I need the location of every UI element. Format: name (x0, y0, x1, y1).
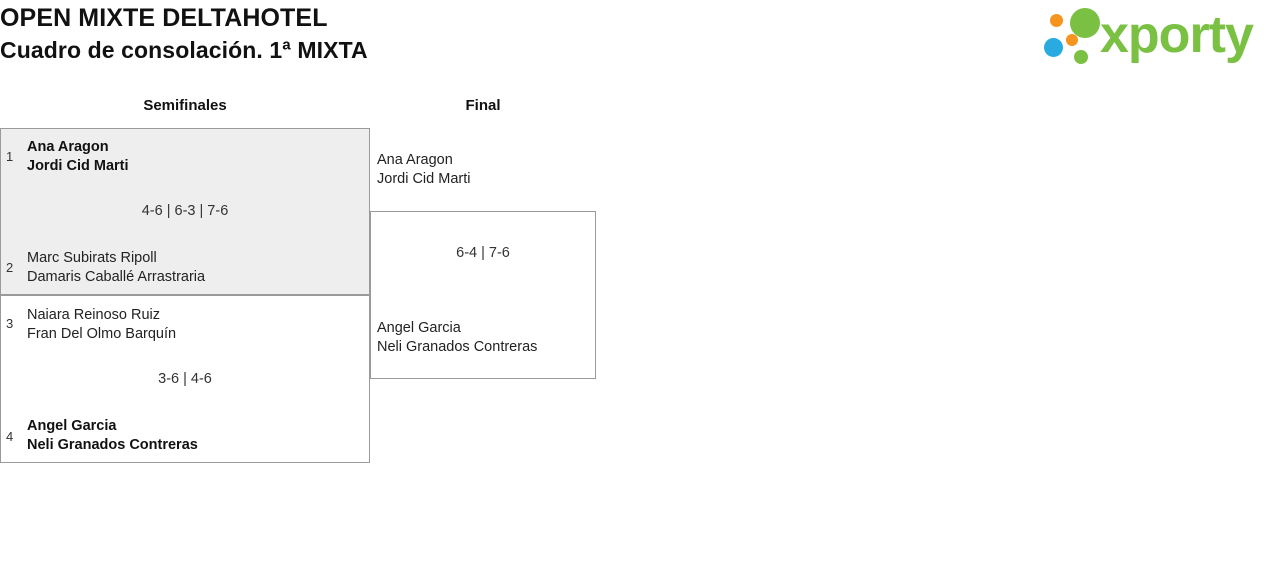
bracket-subtitle: Cuadro de consolación. 1ª MIXTA (0, 37, 368, 63)
player-name: Ana Aragon (377, 152, 453, 168)
round-header-semifinals: Semifinales (143, 97, 227, 114)
team-semifinal-2-bottom (27, 417, 198, 455)
player-name: Neli Granados Contreras (27, 437, 198, 453)
seed-number: 3 (6, 316, 14, 331)
player-name: Jordi Cid Marti (377, 171, 471, 187)
team-final-bottom (377, 319, 537, 357)
player-name: Marc Subirats Ripoll (27, 250, 157, 266)
page-header (0, 0, 1280, 80)
tournament-title: OPEN MIXTE DELTAHOTEL (0, 4, 328, 32)
logo-wordmark: xporty (1100, 6, 1253, 64)
logo-dot-blue (1044, 38, 1063, 57)
seed-number: 2 (6, 260, 14, 275)
seed-number: 1 (6, 149, 14, 164)
title-block (0, 2, 368, 66)
player-name: Ana Aragon (27, 139, 109, 155)
team-final-top (377, 151, 470, 189)
seed-number: 4 (6, 429, 14, 444)
score-semifinal-1: 4-6 | 6-3 | 7-6 (141, 203, 229, 219)
player-name: Angel Garcia (377, 320, 461, 336)
team-semifinal-1-top (27, 138, 129, 176)
logo-dot-green-small (1074, 50, 1088, 64)
player-name: Damaris Caballé Arrastraria (27, 269, 206, 285)
score-semifinal-2: 3-6 | 4-6 (158, 371, 212, 387)
player-name: Naiara Reinoso Ruiz (27, 307, 160, 323)
logo-dot-orange-middle (1066, 34, 1078, 46)
logo-dots-icon (1044, 8, 1106, 66)
player-name: Angel Garcia (27, 418, 117, 434)
team-semifinal-2-top (27, 306, 176, 344)
score-final: 6-4 | 7-6 (456, 245, 510, 261)
logo-dot-orange-top (1050, 14, 1063, 27)
team-semifinal-1-bottom (27, 249, 205, 287)
player-name: Neli Granados Contreras (377, 339, 538, 355)
round-header-final: Final (465, 97, 501, 114)
logo-dot-green-large (1070, 8, 1100, 38)
player-name: Jordi Cid Marti (27, 158, 129, 174)
xporty-logo[interactable] (1044, 6, 1274, 68)
player-name: Fran Del Olmo Barquín (27, 326, 177, 342)
